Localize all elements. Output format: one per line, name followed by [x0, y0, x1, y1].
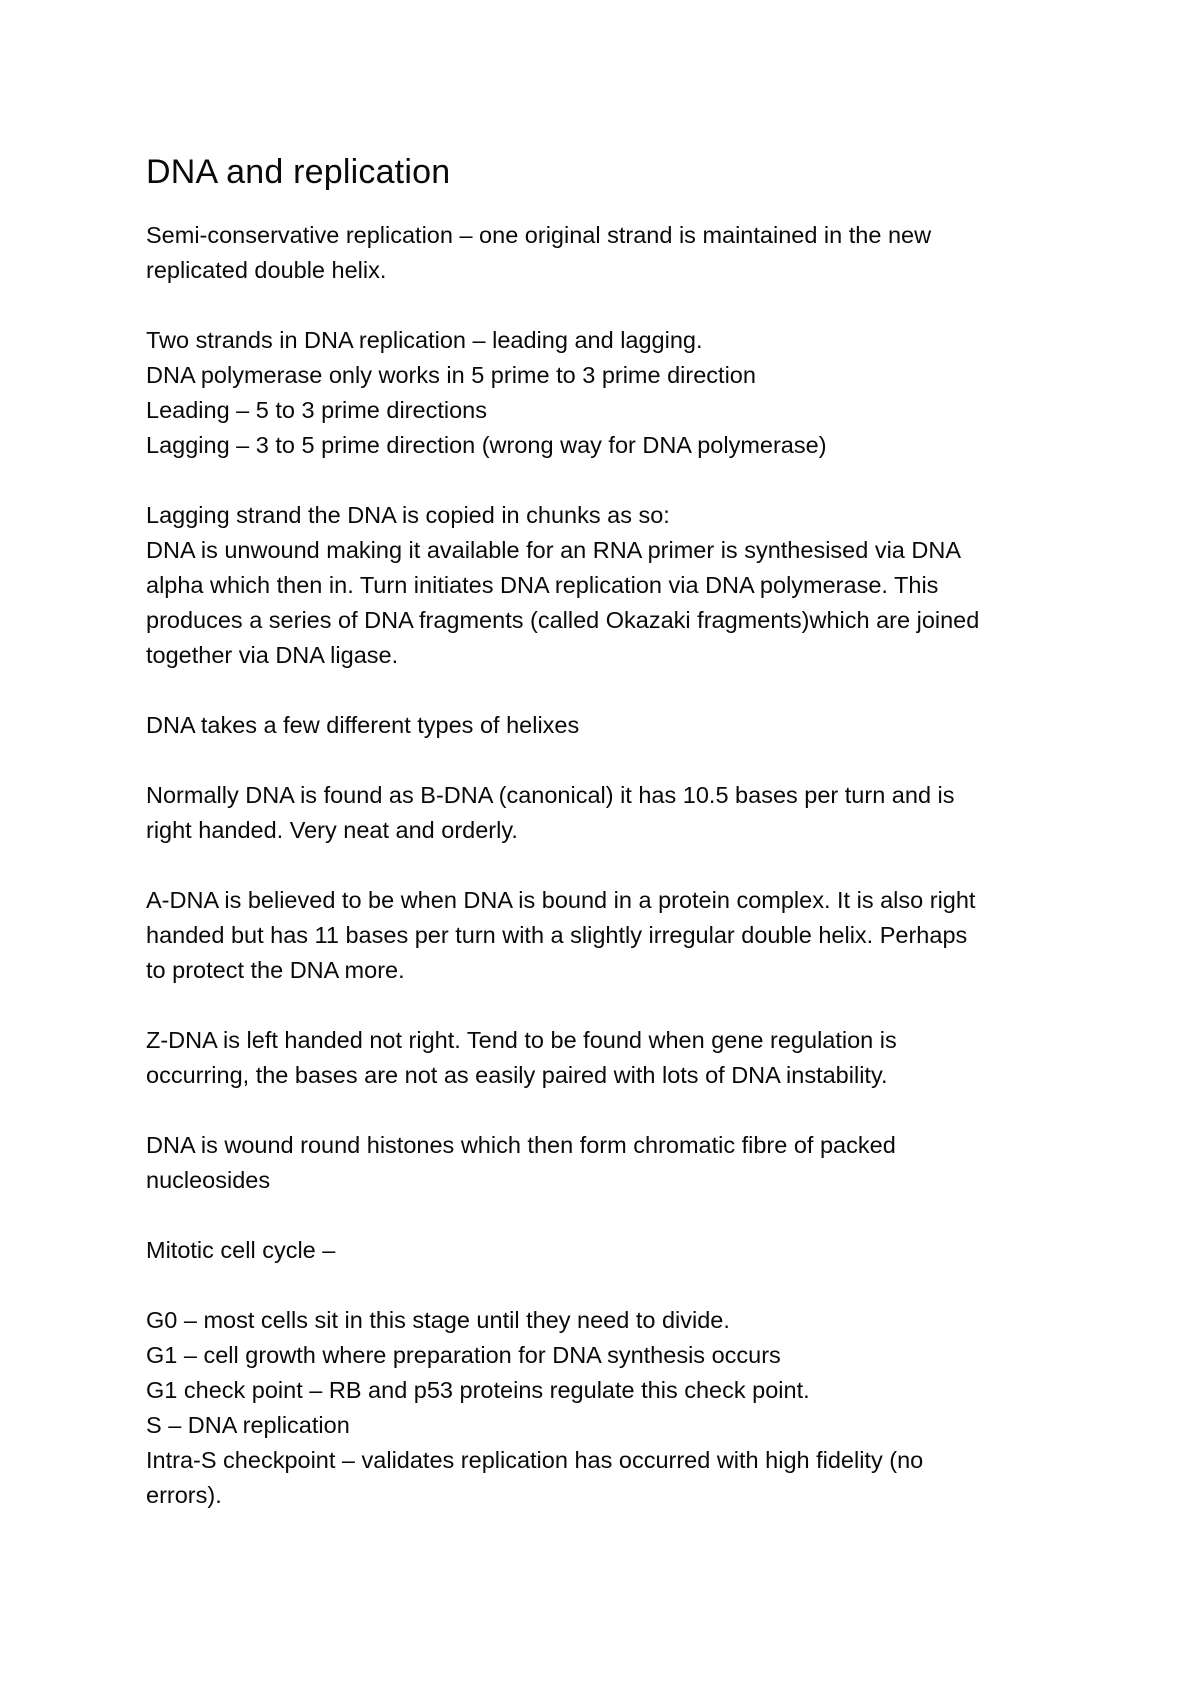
text-line: together via DNA ligase. — [146, 642, 399, 668]
paragraph — [146, 1128, 1086, 1198]
text-line: DNA is wound round histones which then form chromatic fibre of packed — [146, 1132, 896, 1158]
text-line: G1 check point – RB and p53 proteins regulate this check point. — [146, 1377, 810, 1403]
text-line: errors). — [146, 1482, 222, 1508]
document-body — [146, 146, 1086, 1548]
text-line: DNA polymerase only works in 5 prime to 3 prime direction — [146, 362, 756, 388]
text-line: G0 – most cells sit in this stage until they need to divide. — [146, 1307, 730, 1333]
text-line: replicated double helix. — [146, 257, 387, 283]
text-line: DNA takes a few different types of helixes — [146, 712, 580, 738]
paragraph — [146, 708, 1086, 743]
paragraph — [146, 1233, 1086, 1268]
text-line: produces a series of DNA fragments (called Okazaki fragments)which are joined — [146, 607, 980, 633]
paragraph — [146, 1023, 1086, 1093]
text-line: Semi-conservative replication – one original strand is maintained in the new — [146, 222, 932, 248]
paragraph-list — [146, 218, 1086, 1513]
text-line: S – DNA replication — [146, 1412, 350, 1438]
text-line: Lagging strand the DNA is copied in chunks as so: — [146, 502, 670, 528]
text-line: alpha which then in. Turn initiates DNA replication via DNA polymerase. This — [146, 572, 939, 598]
text-line: Lagging – 3 to 5 prime direction (wrong way for DNA polymerase) — [146, 432, 827, 458]
text-line: DNA is unwound making it available for an RNA primer is synthesised via DNA — [146, 537, 962, 563]
text-line: right handed. Very neat and orderly. — [146, 817, 518, 843]
paragraph — [146, 323, 1086, 463]
text-line: Normally DNA is found as B-DNA (canonical) it has 10.5 bases per turn and is — [146, 782, 955, 808]
text-line: Z-DNA is left handed not right. Tend to be found when gene regulation is — [146, 1027, 897, 1053]
text-line: G1 – cell growth where preparation for DNA synthesis occurs — [146, 1342, 781, 1368]
text-line: Mitotic cell cycle – — [146, 1237, 336, 1263]
paragraph — [146, 218, 1086, 288]
paragraph — [146, 883, 1086, 988]
text-line: to protect the DNA more. — [146, 957, 405, 983]
text-line: handed but has 11 bases per turn with a slightly irregular double helix. Perhaps — [146, 922, 968, 948]
text-line: A-DNA is believed to be when DNA is bound in a protein complex. It is also right — [146, 887, 976, 913]
text-line: Intra-S checkpoint – validates replication has occurred with high fidelity (no — [146, 1447, 924, 1473]
paragraph — [146, 778, 1086, 848]
document-title: DNA and replication — [146, 153, 451, 191]
text-line: nucleosides — [146, 1167, 271, 1193]
paragraph — [146, 1303, 1086, 1513]
paragraph — [146, 498, 1086, 673]
text-line: occurring, the bases are not as easily paired with lots of DNA instability. — [146, 1062, 888, 1088]
text-line: Two strands in DNA replication – leading and lagging. — [146, 327, 703, 353]
text-line: Leading – 5 to 3 prime directions — [146, 397, 487, 423]
